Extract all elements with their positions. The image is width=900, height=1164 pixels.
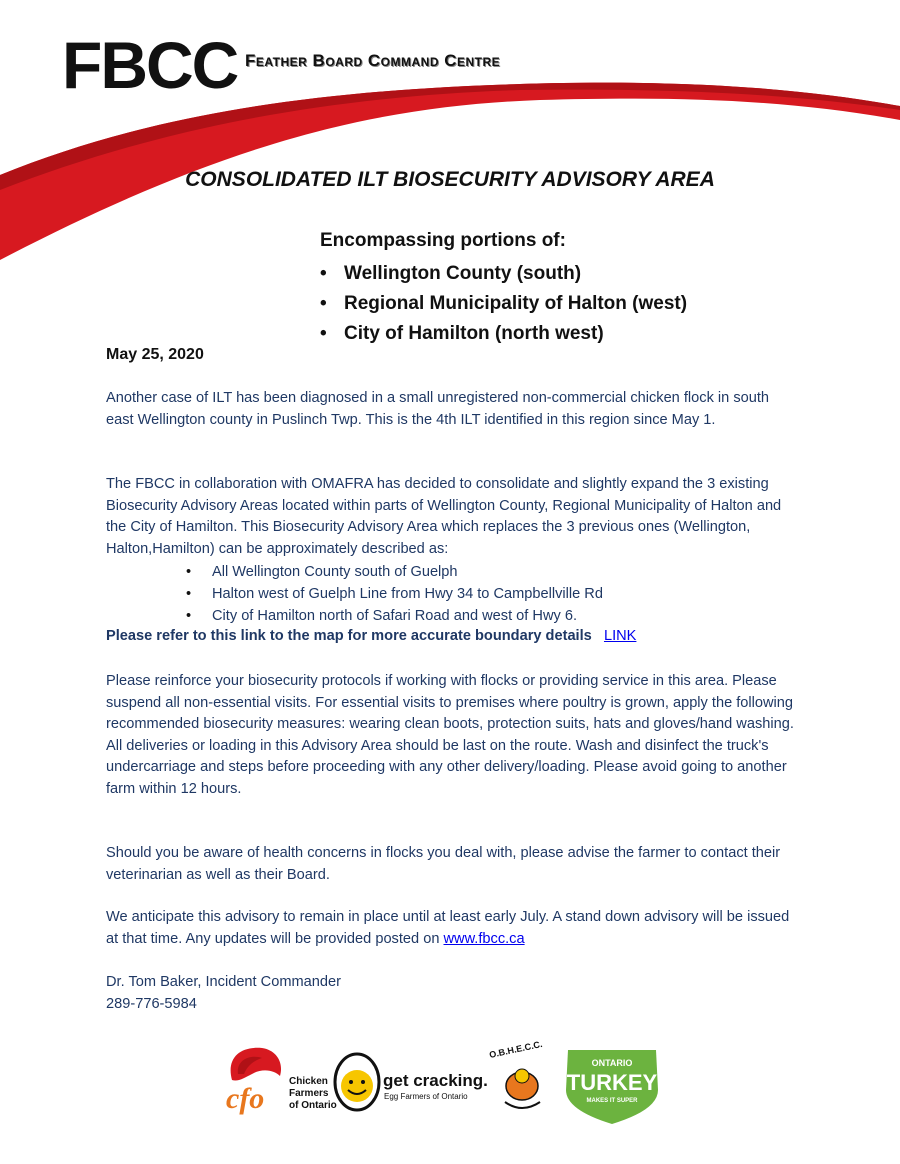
cfo-line3: of Ontario (289, 1100, 337, 1111)
cfo-logo (226, 1048, 337, 1115)
get-cracking-logo (335, 1054, 488, 1110)
portions-block (320, 229, 687, 349)
list-item: • Wellington County (south) (320, 259, 687, 289)
cfo-line2: Farmers (289, 1088, 329, 1099)
map-link[interactable]: LINK (603, 628, 637, 644)
portions-lead: Encompassing portions of: (320, 230, 566, 251)
area-list (186, 561, 603, 627)
map-reference (106, 628, 636, 644)
obhecc-logo (488, 1039, 543, 1108)
turkey-tag: MAKES IT SUPER (586, 1098, 638, 1104)
turkey-top: ONTARIO (591, 1058, 633, 1068)
fbcc-website-link[interactable]: www.fbcc.ca (443, 930, 525, 947)
cfo-mark: cfo (226, 1082, 265, 1115)
map-reference-text: Please refer to this link to the map for more accurate boundary details (106, 628, 592, 644)
fbcc-logo: FBCC (62, 28, 238, 102)
turkey-main: TURKEY (566, 1070, 658, 1095)
paragraph-consolidation: The FBCC in collaboration with OMAFRA has decided to consolidate and slightly expand the 3 existing Biosecurity Advisory Areas located within parts of Wellington County, Regional Municipality of Halton and the City of Hamilton. This Biosecurity Advisory Area which replaces the 3 previous ones (Wellington, Halton,Hamilton) can be approximately described as: (106, 476, 782, 557)
obhecc-text: O.B.H.E.C.C. (488, 1038, 544, 1060)
page-title: CONSOLIDATED ILT BIOSECURITY ADVISORY AREA (185, 168, 715, 191)
list-item: • City of Hamilton (north west) (320, 319, 687, 349)
list-item: • City of Hamilton north of Safari Road and west of Hwy 6. (186, 605, 603, 627)
footer-logos (0, 1030, 900, 1150)
list-item: • All Wellington County south of Guelph (186, 561, 603, 583)
paragraph-health: Should you be aware of health concerns in flocks you deal with, please advise the farmer to contact their veterinarian as well as their Board. (106, 845, 781, 883)
portions-list (320, 259, 687, 349)
signatory-phone: 289-776-5984 (106, 995, 197, 1012)
logo-subtitle: Feather Board Command Centre (245, 51, 501, 70)
ontario-turkey-logo (566, 1050, 658, 1124)
list-item: • Halton west of Guelph Line from Hwy 34 to Campbellville Rd (186, 583, 603, 605)
signatory-name: Dr. Tom Baker, Incident Commander (106, 974, 341, 990)
paragraph-duration (106, 907, 796, 950)
egg-sub: Egg Farmers of Ontario (384, 1092, 468, 1101)
list-item: • Regional Municipality of Halton (west) (320, 289, 687, 319)
paragraph-biosecurity: Please reinforce your biosecurity protocols if working with flocks or providing service in this area. Please suspend all non-essential visits. For essential visits to premises where poultry is grown, apply the following recommended biosecurity measures: wearing clean boots, protection suits, hats and gloves/hand washing. All deliveries or loading in this Advisory Area should be last on the route. Wash and disinfect the truck's undercarriage and steps before proceeding with any other delivery/loading. Please avoid going to another farm within 12 hours. (106, 673, 794, 797)
cfo-line1: Chicken (289, 1076, 328, 1087)
duration-text: We anticipate this advisory to remain in place until at least early July. A stand down advisory will be issued at that time. Any updates will be provided posted on (106, 909, 790, 947)
paragraph-intro: Another case of ILT has been diagnosed in a small unregistered non-commercial chicken flock in south east Wellington county in Puslinch Twp. This is the 4th ILT identified in this region since May 1. (106, 390, 770, 428)
advisory-date: May 25, 2020 (106, 346, 204, 363)
egg-name: get cracking. (383, 1071, 488, 1090)
signature (106, 972, 796, 1015)
